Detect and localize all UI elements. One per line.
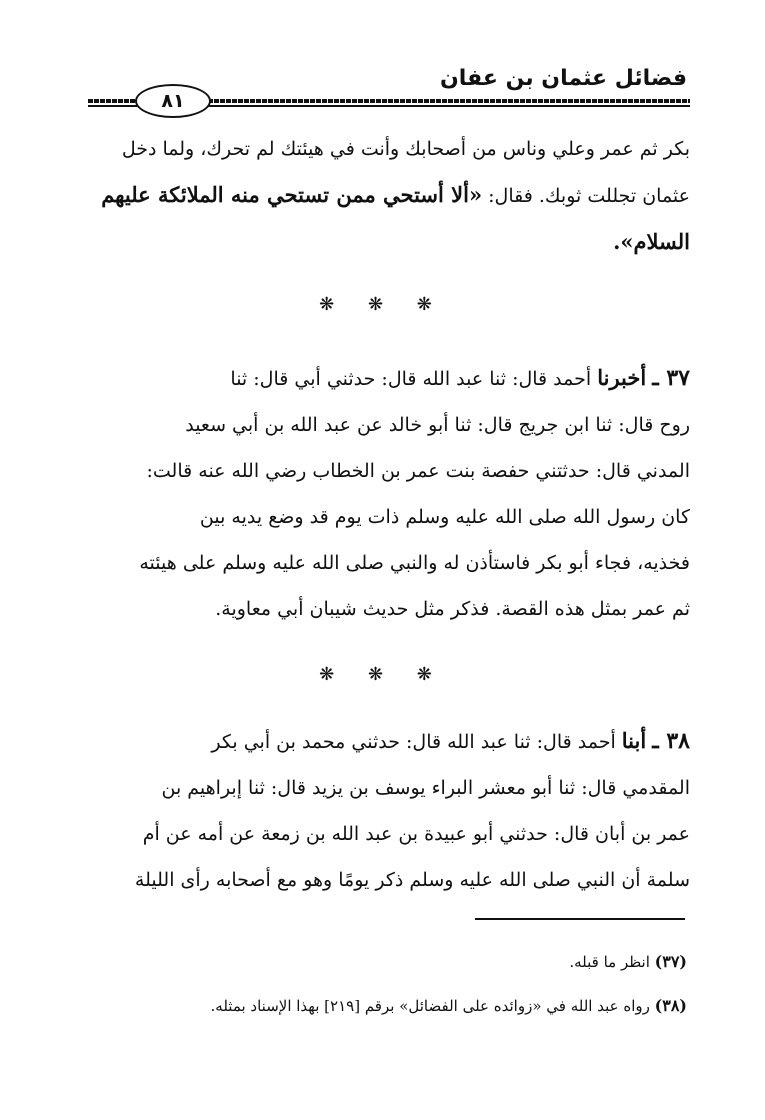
hadith-lead-word: أخبرنا xyxy=(597,365,647,390)
text-span: عثمان تجللت ثوبك. فقال: xyxy=(488,185,690,207)
footnote-number: (٣٨) xyxy=(654,996,687,1015)
hadith-number: ٣٧ ـ xyxy=(652,365,690,391)
hadith-37 xyxy=(88,355,690,632)
text-line: المقدمي قال: ثنا أبو معشر البراء يوسف بن يزيد قال: ثنا إبراهيم بن xyxy=(161,777,690,799)
hadith-lead-word: أبنا xyxy=(621,728,647,753)
text-line: كان رسول الله صلى الله عليه وسلم ذات يوم قد وضع يديه بين xyxy=(199,506,690,528)
hadith-number: ٣٨ ـ xyxy=(652,728,690,754)
footnote-text: رواه عبد الله في «زوائده على الفضائل» برقم [٢١٩] بهذا الإسناد بمثله. xyxy=(210,997,650,1015)
text-line: عمر بن أبان قال: حدثني أبو عبيدة بن عبد الله بن زمعة عن أمه عن أم xyxy=(142,823,690,845)
text-line: فخذيه، فجاء أبو بكر فاستأذن له والنبي صلى الله عليه وسلم على هيئته xyxy=(139,552,690,574)
text-line: سلمة أن النبي صلى الله عليه وسلم ذكر يومًا وهو مع أصحابه رأى الليلة xyxy=(134,869,690,891)
text-line: روح قال: ثنا ابن جريج قال: ثنا أبو خالد عن عبد الله بن أبي سعيد xyxy=(185,414,690,436)
text-line: ثم عمر بمثل هذه القصة. فذكر مثل حديث شيبان أبي معاوية. xyxy=(215,598,690,620)
footnote-number: (٣٧) xyxy=(654,952,687,971)
quoted-hadith-text: «ألا أستحي ممن تستحي منه الملائكة عليهم xyxy=(101,182,483,207)
quoted-hadith-text-end: السلام». xyxy=(613,229,690,254)
section-divider: ❋ ❋ ❋ xyxy=(319,664,446,685)
footnote-text: انظر ما قبله. xyxy=(569,953,650,971)
text-line xyxy=(88,718,690,765)
text-span: أحمد قال: ثنا عبد الله قال: حدثني أبي قال: ثنا xyxy=(230,368,592,390)
text-line xyxy=(88,355,690,402)
footnote-separator xyxy=(475,918,685,920)
text-line: بكر ثم عمر وعلي وناس من أصحابك وأنت في هيئتك لم تحرك، ولما دخل xyxy=(121,138,690,160)
section-divider: ❋ ❋ ❋ xyxy=(319,294,446,315)
paragraph-continuation xyxy=(88,126,690,265)
page-number: ٨١ xyxy=(135,84,211,118)
text-line: المدني قال: حدثتني حفصة بنت عمر بن الخطاب رضي الله عنه قالت: xyxy=(146,460,690,482)
text-span: أحمد قال: ثنا عبد الله قال: حدثني محمد بن أبي بكر xyxy=(211,731,616,753)
hadith-38 xyxy=(88,718,690,903)
footnote-37 xyxy=(77,952,687,971)
footnote-38 xyxy=(77,996,687,1015)
text-line xyxy=(88,172,690,219)
running-header-title: فضائل عثمان بن عفان xyxy=(440,66,687,91)
